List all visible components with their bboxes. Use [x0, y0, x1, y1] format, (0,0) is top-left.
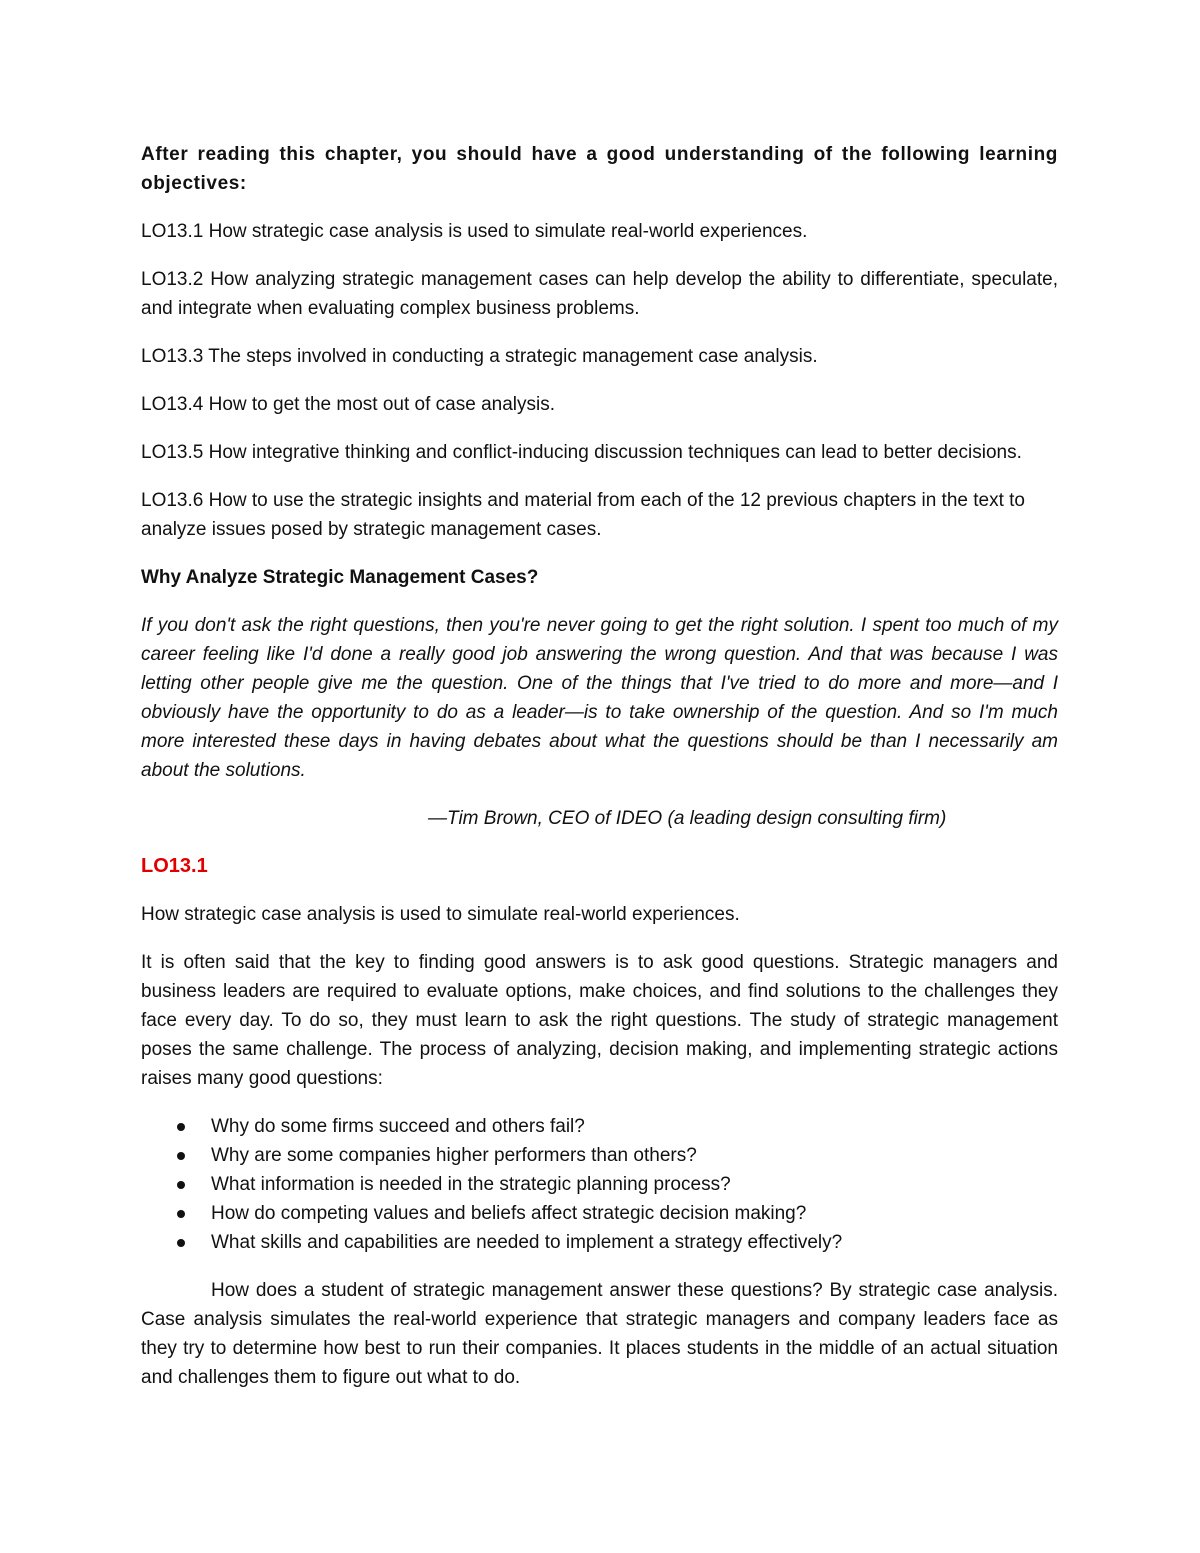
bullet-icon	[177, 1181, 185, 1189]
list-item	[141, 1228, 1058, 1257]
list-item	[141, 1141, 1058, 1170]
list-item-text: What skills and capabilities are needed to implement a strategy effectively?	[211, 1232, 843, 1253]
lo-subtitle: How strategic case analysis is used to simulate real-world experiences.	[141, 904, 740, 925]
objective-lo13-2: LO13.2 How analyzing strategic management cases can help develop the ability to differentiate, speculate, and integrate when evaluating complex business problems.	[141, 269, 1058, 319]
list-item-text: Why do some firms succeed and others fail?	[211, 1116, 585, 1137]
list-item-text: What information is needed in the strategic planning process?	[211, 1174, 731, 1195]
list-item	[141, 1112, 1058, 1141]
quote-text: If you don't ask the right questions, then you're never going to get the right solution. I spent too much of my career feeling like I'd done a really good job answering the wrong question. And that was because I was letting other people give me the question. One of the things that I've tried to do more and more—and I obviously have the opportunity to do as a leader—is to take ownership of the question. And so I'm much more interested these days in having debates about what the questions should be than I necessarily am about the solutions.	[141, 615, 1058, 781]
intro-text: After reading this chapter, you should have a good understanding of the following learning objectives:	[141, 144, 1058, 194]
quote-attribution: —Tim Brown, CEO of IDEO (a leading design consulting firm)	[428, 808, 947, 829]
body-paragraph-1: It is often said that the key to finding good answers is to ask good questions. Strategic managers and business leaders are required to evaluate options, make choices, and find solutions to the challenges they face every day. To do so, they must learn to ask the right questions. The study of strategic management poses the same challenge. The process of analyzing, decision making, and implementing strategic actions raises many good questions:	[141, 952, 1058, 1089]
list-item-text: How do competing values and beliefs affect strategic decision making?	[211, 1203, 807, 1224]
objective-lo13-1: LO13.1 How strategic case analysis is used to simulate real-world experiences.	[141, 221, 808, 242]
list-item	[141, 1199, 1058, 1228]
document-page	[141, 140, 1058, 1411]
question-list	[141, 1112, 1058, 1257]
objective-lo13-4: LO13.4 How to get the most out of case analysis.	[141, 394, 556, 415]
lo-heading: LO13.1	[141, 855, 208, 877]
objective-lo13-5: LO13.5 How integrative thinking and conflict-inducing discussion techniques can lead to better decisions.	[141, 442, 1022, 463]
list-item-text: Why are some companies higher performers than others?	[211, 1145, 697, 1166]
bullet-icon	[177, 1123, 185, 1131]
objective-lo13-6: LO13.6 How to use the strategic insights and material from each of the 12 previous chapters in the text to analyze issues posed by strategic management cases.	[141, 490, 1025, 540]
bullet-icon	[177, 1210, 185, 1218]
body-paragraph-2: How does a student of strategic management answer these questions? By strategic case analysis. Case analysis simulates the real-world experience that strategic managers and company leaders face as they try to determine how best to run their companies. It places students in the middle of an actual situation and challenges them to figure out what to do.	[141, 1280, 1058, 1388]
bullet-icon	[177, 1152, 185, 1160]
objective-lo13-3: LO13.3 The steps involved in conducting a strategic management case analysis.	[141, 346, 818, 367]
section-heading: Why Analyze Strategic Management Cases?	[141, 567, 539, 588]
list-item	[141, 1170, 1058, 1199]
bullet-icon	[177, 1239, 185, 1247]
